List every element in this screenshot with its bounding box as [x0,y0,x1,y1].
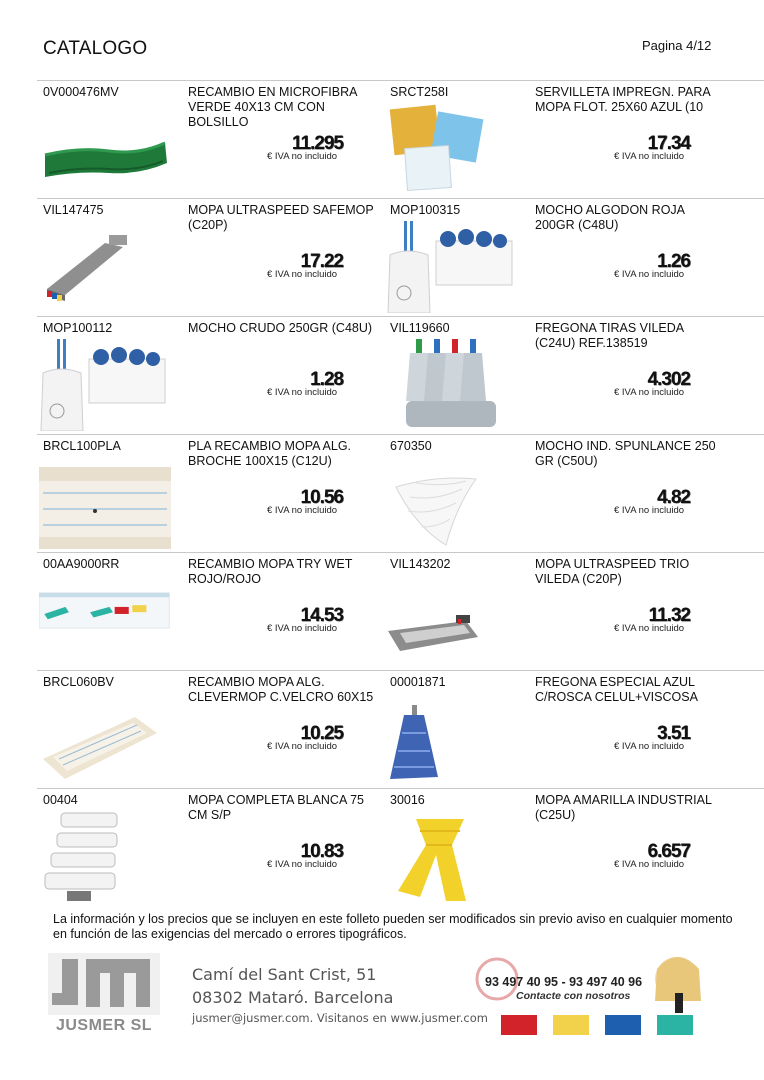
iva-note: € IVA no incluido [267,151,338,162]
green-microfiber-pad-icon [39,103,171,195]
product-description: RECAMBIO MOPA TRY WET ROJO/ROJO [188,557,353,586]
product-row [37,788,764,906]
product-price: 17.34 [647,133,690,154]
product-price: 4.302 [647,369,690,390]
product-cell[interactable] [37,199,384,317]
product-description: SERVILLETA IMPREGN. PARA MOPA FLOT. 25X60 AZUL (10 [535,85,711,114]
product-cell[interactable] [37,789,384,907]
product-description: MOPA ULTRASPEED SAFEMOP (C20P) [188,203,374,232]
page-number: Pagina 4/12 [642,38,712,53]
product-description: MOCHO CRUDO 250GR (C48U) [188,321,373,335]
blue-mop-icon [386,693,518,785]
address-city: 08302 Mataró. Barcelona [192,988,394,1007]
iva-note: € IVA no incluido [614,151,685,162]
iva-note: € IVA no incluido [614,623,685,634]
white-mop-stack-icon [39,811,171,903]
product-row [37,198,764,316]
product-description: RECAMBIO MOPA ALG. CLEVERMOP C.VELCRO 60X15 [188,675,374,704]
product-price: 11.32 [648,605,690,626]
product-description: PLA RECAMBIO MOPA ALG. BROCHE 100X15 (C12U) [188,439,352,468]
product-price: 10.56 [300,487,343,508]
product-code: MOP100315 [390,203,461,217]
web-email-line[interactable]: jusmer@jusmer.com. Visitanos en www.jusmer.com [192,1011,488,1025]
product-cell[interactable] [384,317,731,435]
iva-note: € IVA no incluido [614,741,685,752]
product-price: 6.657 [647,841,690,862]
company-name: JUSMER SL [55,1017,153,1034]
product-cell[interactable] [384,435,731,553]
product-code: VIL119660 [390,321,450,335]
product-price: 14.53 [300,605,343,626]
cotton-mop-pad-icon [39,693,171,785]
iva-note: € IVA no incluido [614,269,685,280]
product-description: MOPA AMARILLA INDUSTRIAL (C25U) [535,793,712,822]
product-code: 00404 [43,793,78,807]
product-cell[interactable] [384,553,731,671]
product-code: VIL143202 [390,557,451,571]
product-cell[interactable] [37,317,384,435]
product-cell[interactable] [384,789,731,907]
product-row [37,552,764,670]
iva-note: € IVA no incluido [267,505,338,516]
cotton-mop-pad-icon [39,457,171,549]
product-cell[interactable] [384,81,731,199]
product-grid [37,80,764,906]
strip-mops-icon [386,339,518,431]
mop-catalog-sheet-icon [39,575,171,667]
mop-head-box-icon [386,221,518,313]
product-description: MOPA ULTRASPEED TRIO VILEDA (C20P) [535,557,690,586]
product-description: MOCHO IND. SPUNLANCE 250 GR (C50U) [535,439,716,468]
product-price: 1.28 [310,369,343,390]
product-cell[interactable] [384,199,731,317]
product-price: 10.25 [300,723,343,744]
product-description: RECAMBIO EN MICROFIBRA VERDE 40X13 CM CON BOLSILLO [188,85,357,129]
iva-note: € IVA no incluido [267,269,338,280]
product-description: MOCHO ALGODON ROJA 200GR (C48U) [535,203,685,232]
product-price: 17.22 [300,251,343,272]
product-price: 10.83 [300,841,343,862]
product-code: MOP100112 [43,321,113,335]
impregnated-cloths-icon [386,103,518,195]
product-code: 30016 [390,793,425,807]
iva-note: € IVA no incluido [267,387,338,398]
iva-note: € IVA no incluido [614,859,685,870]
product-code: 00AA9000RR [43,557,120,571]
price-disclaimer: La información y los precios que se incluyen en este folleto pueden ser modificados sin previo aviso en cualquier momento en función de las exigencias del mercado o errores tipográficos. [53,912,733,941]
product-description: FREGONA TIRAS VILEDA (C24U) REF.138519 [535,321,684,350]
page-footer [0,945,764,1045]
product-code: BRCL100PLA [43,439,121,453]
iva-note: € IVA no incluido [267,741,338,752]
product-cell[interactable] [384,671,731,789]
product-row [37,80,764,198]
catalog-title: CATALOGO [43,38,148,59]
product-description: MOPA COMPLETA BLANCA 75 CM S/P [188,793,364,822]
product-code: 670350 [390,439,432,453]
product-code: VIL147475 [43,203,104,217]
product-code: 00001871 [390,675,446,689]
contact-label: Contacte con nosotros [516,990,631,1002]
page-header [0,0,764,80]
product-cell[interactable] [37,81,384,199]
mop-head-box-icon [39,339,171,431]
product-cell[interactable] [37,671,384,789]
yellow-mop-icon [386,811,518,903]
product-price: 11.295 [291,133,343,154]
product-cell[interactable] [37,435,384,553]
product-price: 1.26 [657,251,690,272]
phone-numbers[interactable]: 93 497 40 95 - 93 497 40 96 [485,975,643,989]
product-code: SRCT258I [390,85,449,99]
product-price: 3.51 [657,723,690,744]
iva-note: € IVA no incluido [614,505,685,516]
product-code: 0V000476MV [43,85,119,99]
product-code: BRCL060BV [43,675,114,689]
product-price: 4.82 [657,487,690,508]
iva-note: € IVA no incluido [267,859,338,870]
product-description: FREGONA ESPECIAL AZUL C/ROSCA CELUL+VISCOSA [535,675,698,704]
grey-flat-mop-icon [386,575,518,667]
product-cell[interactable] [37,553,384,671]
product-row [37,434,764,552]
white-spunlace-mop-icon [386,457,518,549]
flat-mop-frame-icon [39,221,171,313]
product-row [37,670,764,788]
iva-note: € IVA no incluido [267,623,338,634]
address-street: Camí del Sant Crist, 51 [192,965,377,984]
product-row [37,316,764,434]
iva-note: € IVA no incluido [614,387,685,398]
